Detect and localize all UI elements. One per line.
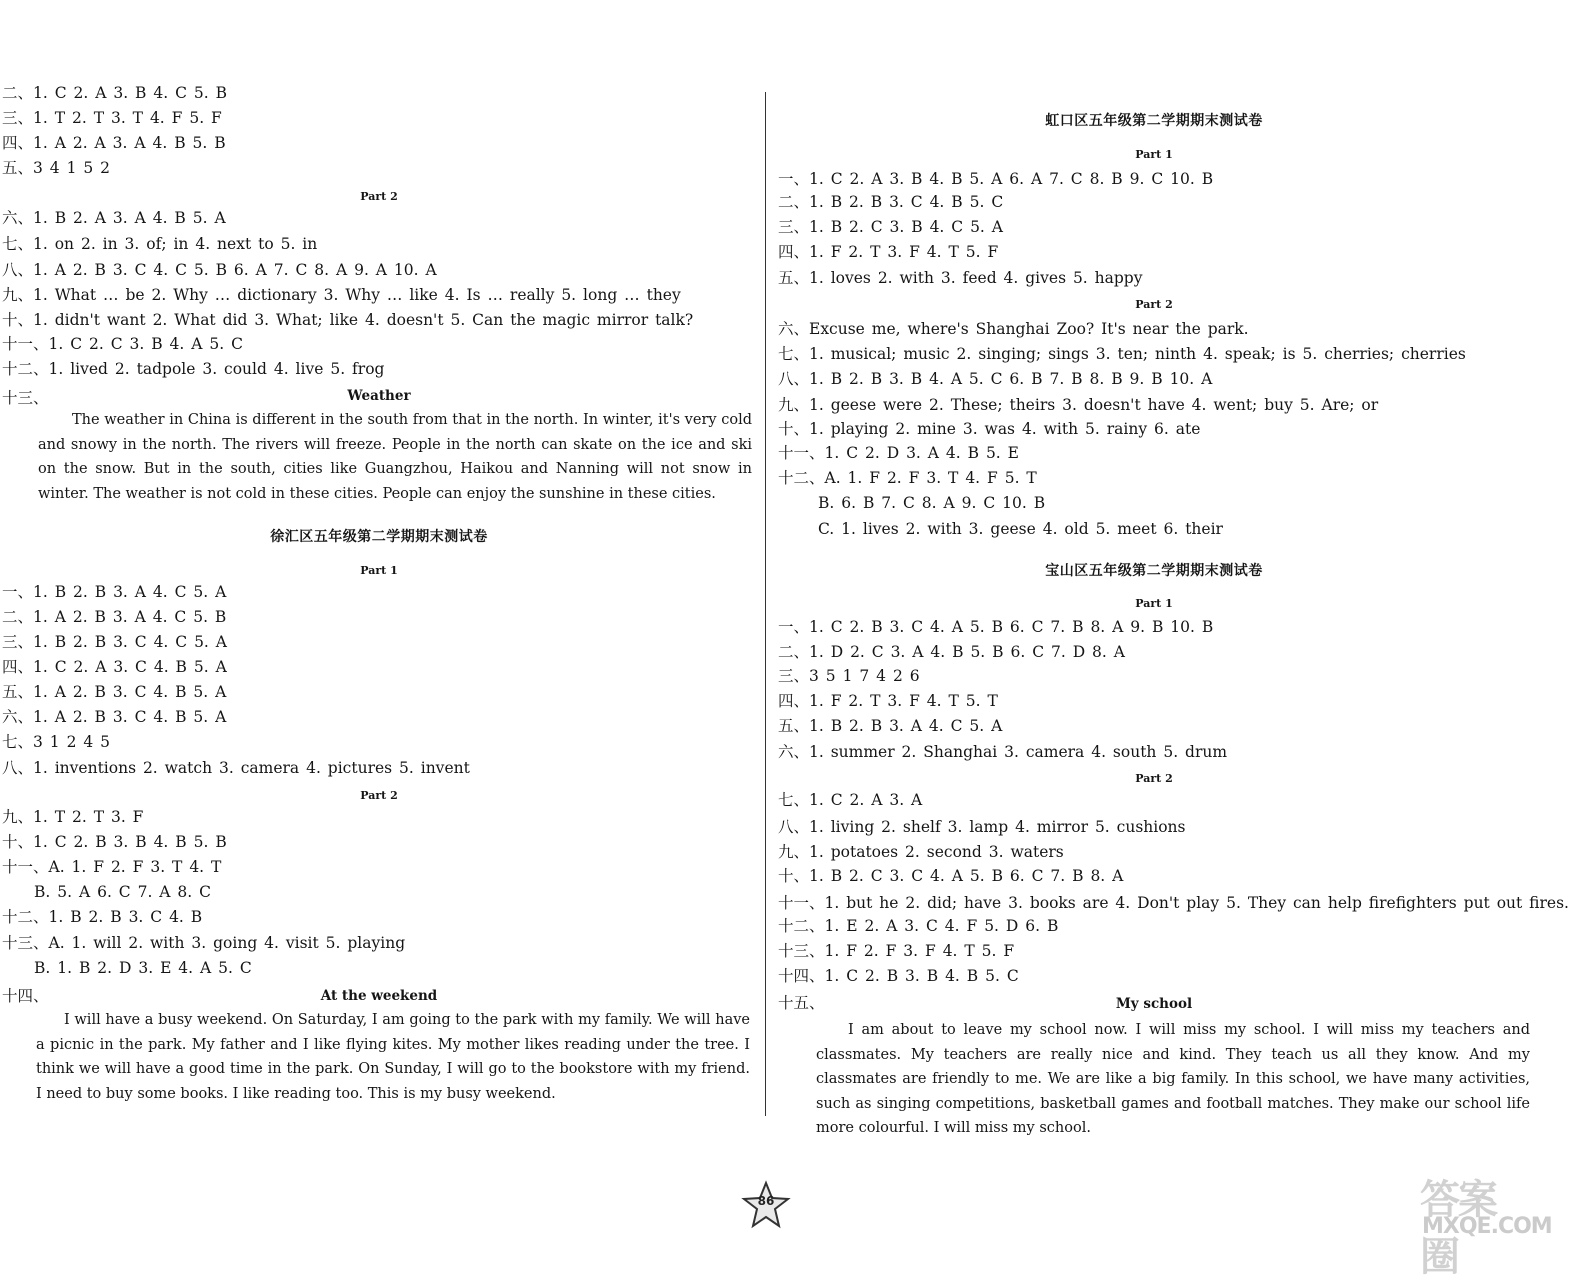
answer-row: 三、3 5 1 7 4 2 6	[778, 667, 920, 685]
answer-row: 十二、1. E 2. A 3. C 4. F 5. D 6. B	[778, 917, 1059, 935]
part-label: Part 1	[1135, 148, 1173, 161]
part-label: Part 2	[360, 789, 398, 802]
answer-row: 六、1. summer 2. Shanghai 3. camera 4. south 5. drum	[778, 743, 1228, 761]
answer-row: 五、1. loves 2. with 3. feed 4. gives 5. happy	[778, 269, 1143, 287]
answer-row: 一、1. B 2. B 3. A 4. C 5. A	[2, 583, 227, 601]
answer-row: 八、1. inventions 2. watch 3. camera 4. pictures 5. invent	[2, 759, 470, 777]
answer-row: 十二、1. lived 2. tadpole 3. could 4. live 5. frog	[2, 360, 385, 378]
watermark-text: 答案圈	[1420, 1177, 1496, 1280]
answer-row: 十一、1. C 2. D 3. A 4. B 5. E	[778, 444, 1019, 462]
answer-row: 九、1. What … be 2. Why … dictionary 3. Why … like 4. Is … really 5. long … they	[2, 286, 681, 304]
answer-row: B. 1. B 2. D 3. E 4. A 5. C	[34, 959, 252, 977]
answer-row: 四、1. C 2. A 3. C 4. B 5. A	[2, 658, 227, 676]
watermark-logo	[1420, 1168, 1552, 1280]
answer-row: 三、1. T 2. T 3. T 4. F 5. F	[2, 109, 222, 127]
answer-row: 七、1. musical; music 2. singing; sings 3. ten; ninth 4. speak; is 5. cherries; cherries	[778, 345, 1466, 363]
answer-row: 八、1. A 2. B 3. C 4. C 5. B 6. A 7. C 8. A 9. A 10. A	[2, 261, 437, 279]
column-divider	[765, 92, 766, 1116]
page-number: 86	[757, 1194, 775, 1208]
answer-row: B. 5. A 6. C 7. A 8. C	[34, 883, 211, 901]
answer-row: 十一、1. C 2. C 3. B 4. A 5. C	[2, 335, 243, 353]
answer-row: 二、1. B 2. B 3. C 4. B 5. C	[778, 193, 1004, 211]
answer-row: 九、1. potatoes 2. second 3. waters	[778, 843, 1064, 861]
answer-row: 四、1. F 2. T 3. F 4. T 5. F	[778, 243, 999, 261]
essay-title: My school	[1115, 996, 1193, 1012]
page-number-badge	[742, 1181, 790, 1229]
answer-row: 十、1. playing 2. mine 3. was 4. with 5. rainy 6. ate	[778, 420, 1201, 438]
answer-row: 五、1. B 2. B 3. A 4. C 5. A	[778, 717, 1003, 735]
essay-title: Weather	[347, 388, 411, 404]
answer-row: 九、1. T 2. T 3. F	[2, 808, 144, 826]
answer-row: 三、1. B 2. C 3. B 4. C 5. A	[778, 218, 1003, 236]
answer-row: 七、1. C 2. A 3. A	[778, 791, 923, 809]
answer-row: C. 1. lives 2. with 3. geese 4. old 5. meet 6. their	[818, 520, 1223, 538]
section-title: 徐汇区五年级第二学期期末测试卷	[270, 529, 488, 545]
answer-row: 二、1. C 2. A 3. B 4. C 5. B	[2, 84, 227, 102]
answer-row: 一、1. C 2. B 3. C 4. A 5. B 6. C 7. B 8. A 9. B 10. B	[778, 618, 1214, 636]
watermark-url: MXQE.COM	[1422, 1214, 1552, 1239]
question-label: 十五、	[778, 994, 825, 1012]
answer-row: B. 6. B 7. C 8. A 9. C 10. B	[818, 494, 1046, 512]
answer-row: 十一、1. but he 2. did; have 3. books are 4. Don't play 5. They can help firefighters put out fires.	[778, 894, 1569, 912]
section-title: 宝山区五年级第二学期期末测试卷	[1045, 563, 1263, 579]
essay-title: At the weekend	[320, 988, 438, 1004]
part-label: Part 1	[360, 564, 398, 577]
answer-row: 二、1. D 2. C 3. A 4. B 5. B 6. C 7. D 8. A	[778, 643, 1125, 661]
answer-row: 十三、A. 1. will 2. with 3. going 4. visit 5. playing	[2, 934, 406, 952]
answer-row: 八、1. living 2. shelf 3. lamp 4. mirror 5. cushions	[778, 818, 1186, 836]
part-label: Part 1	[1135, 597, 1173, 610]
answer-row: 十一、A. 1. F 2. F 3. T 4. T	[2, 858, 222, 876]
answer-row: 六、1. A 2. B 3. C 4. B 5. A	[2, 708, 227, 726]
essay-paragraph: I am about to leave my school now. I will miss my school. I will miss my teachers and classmates. My teachers are really nice and kind. They teach us all they know. And my classmates are friendly to me. We are like a big family. In this school, we have many activities, such as singing competitions, basketball games and football matches. They make our school life more colourful. I will miss my school.	[816, 1022, 1530, 1136]
answer-row: 四、1. F 2. T 3. F 4. T 5. T	[778, 692, 998, 710]
question-label: 十三、	[2, 389, 49, 407]
answer-row: 五、3 4 1 5 2	[2, 159, 111, 177]
answer-row: 三、1. B 2. B 3. C 4. C 5. A	[2, 633, 227, 651]
answer-row: 十四、1. C 2. B 3. B 4. B 5. C	[778, 967, 1019, 985]
essay-paragraph: I will have a busy weekend. On Saturday, I am going to the park with my family. We will have a picnic in the park. My father and I like flying kites. My mother likes reading under the tree. I think we will have a good time in the park. On Sunday, I will go to the bookstore with my friend. I need to buy some books. I like reading too. This is my busy weekend.	[36, 1012, 750, 1102]
answer-row: 九、1. geese were 2. These; theirs 3. doesn't have 4. went; buy 5. Are; or	[778, 396, 1379, 414]
part-label: Part 2	[360, 190, 398, 203]
answer-row: 十、1. B 2. C 3. C 4. A 5. B 6. C 7. B 8. A	[778, 867, 1124, 885]
essay-paragraph: The weather in China is different in the south from that in the north. In winter, it's very cold and snowy in the north. The rivers will freeze. People in the north can skate on the ice and ski on the snow. But in the south, cities like Guangzhou, Haikou and Nanning will not snow in winter. The weather is not cold in these cities. People can enjoy the sunshine in these cities.	[38, 412, 752, 502]
answer-row: 二、1. A 2. B 3. A 4. C 5. B	[2, 608, 227, 626]
answer-row: 十二、1. B 2. B 3. C 4. B	[2, 908, 203, 926]
answer-row: 十二、A. 1. F 2. F 3. T 4. F 5. T	[778, 469, 1037, 487]
answer-row: 五、1. A 2. B 3. C 4. B 5. A	[2, 683, 227, 701]
answer-row: 十三、1. F 2. F 3. F 4. T 5. F	[778, 942, 1015, 960]
answer-row: 六、Excuse me, where's Shanghai Zoo? It's near the park.	[778, 320, 1249, 338]
answer-row: 四、1. A 2. A 3. A 4. B 5. B	[2, 134, 226, 152]
section-title: 虹口区五年级第二学期期末测试卷	[1045, 113, 1263, 129]
question-label: 十四、	[2, 987, 49, 1005]
answer-row: 七、1. on 2. in 3. of; in 4. next to 5. in	[2, 235, 318, 253]
part-label: Part 2	[1135, 298, 1173, 311]
part-label: Part 2	[1135, 772, 1173, 785]
answer-row: 一、1. C 2. A 3. B 4. B 5. A 6. A 7. C 8. B 9. C 10. B	[778, 170, 1214, 188]
answer-row: 十、1. didn't want 2. What did 3. What; like 4. doesn't 5. Can the magic mirror talk?	[2, 311, 694, 329]
answer-row: 六、1. B 2. A 3. A 4. B 5. A	[2, 209, 226, 227]
answer-row: 八、1. B 2. B 3. B 4. A 5. C 6. B 7. B 8. B 9. B 10. A	[778, 370, 1213, 388]
answer-row: 七、3 1 2 4 5	[2, 733, 111, 751]
answer-row: 十、1. C 2. B 3. B 4. B 5. B	[2, 833, 227, 851]
